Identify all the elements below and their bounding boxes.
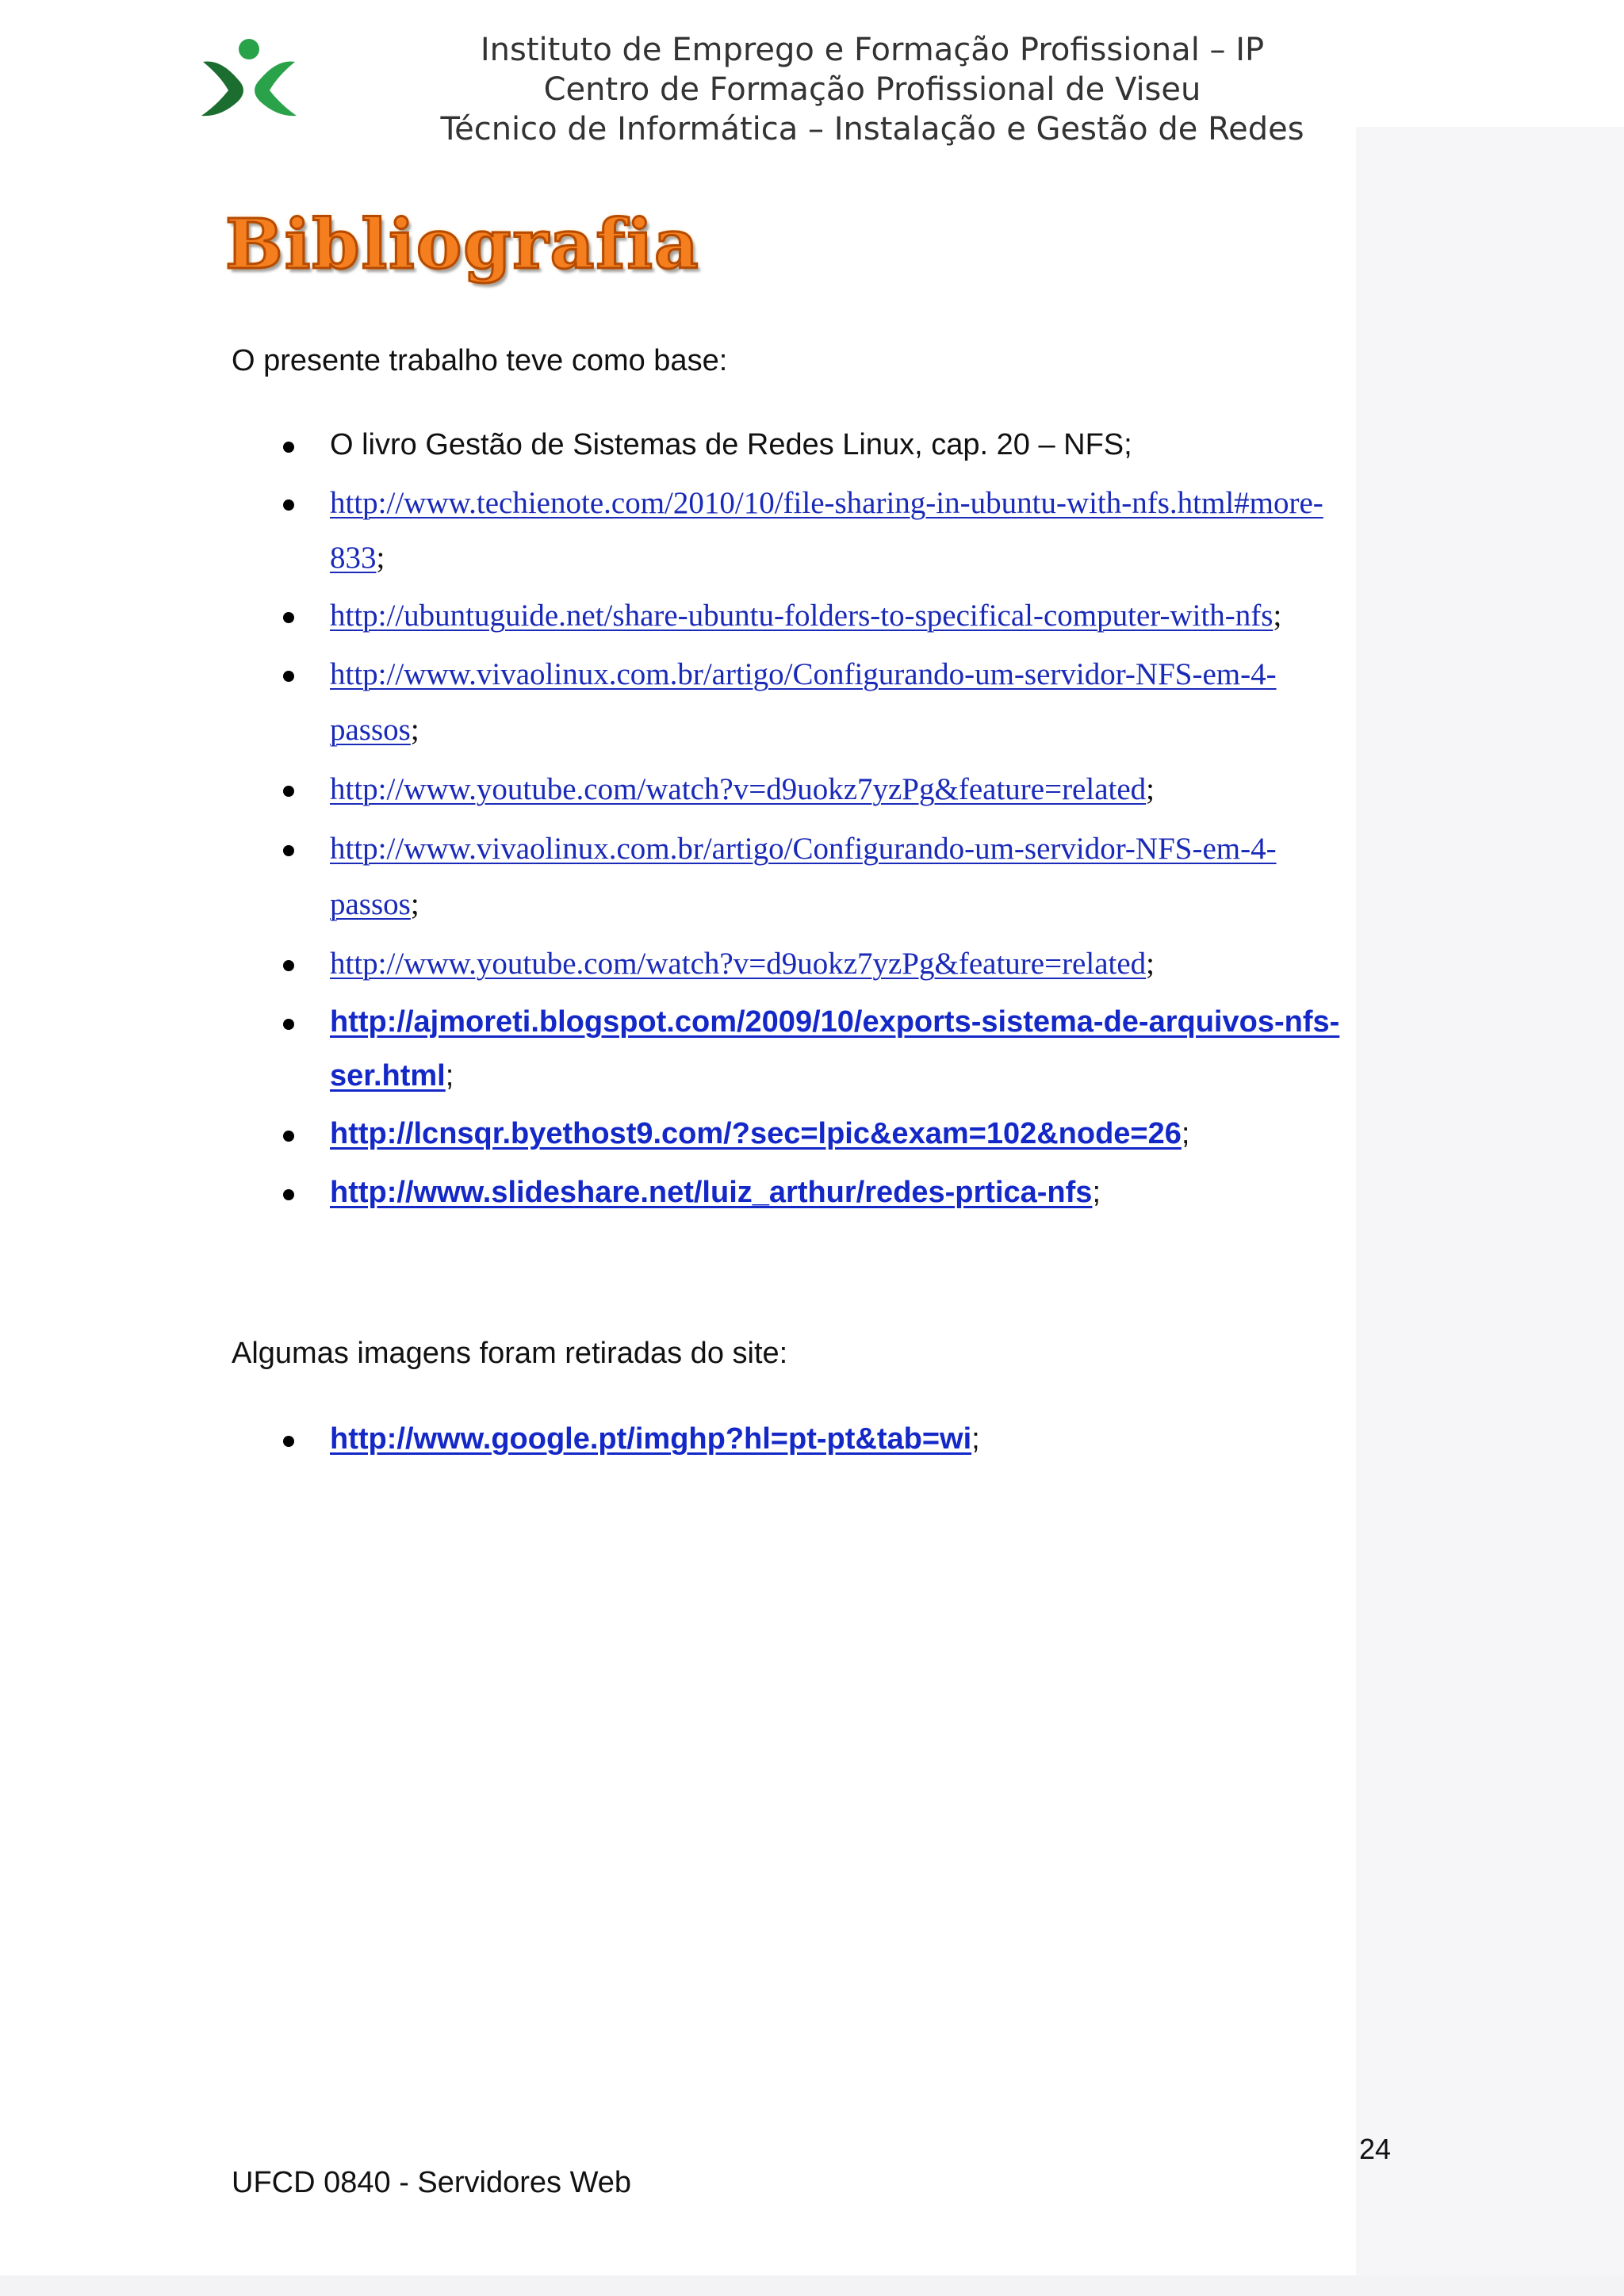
punctuation: ;: [971, 1422, 980, 1456]
page-shadow-right: [1356, 127, 1624, 2296]
list-item-link: [330, 1005, 1339, 1039]
bullet: [283, 1019, 294, 1030]
header-course: Técnico de Informática – Instalação e Gestão de Redes: [440, 111, 1304, 147]
list-item-link-cont: [330, 712, 419, 748]
bullet: [283, 442, 294, 453]
page-number: 24: [1359, 2133, 1392, 2165]
link-lcnsqr[interactable]: http://lcnsqr.byethost9.com/?sec=lpic&exam=102&node=26: [330, 1117, 1182, 1150]
link-slideshare[interactable]: http://www.slideshare.net/luiz_arthur/redes-prtica-nfs: [330, 1176, 1093, 1209]
list-item-link: [330, 1422, 980, 1456]
logo-right-arm: [255, 61, 297, 116]
list-item-link: [330, 831, 1277, 867]
punctuation: ;: [1273, 599, 1282, 633]
images-intro-text: Algumas imagens foram retiradas do site:: [232, 1337, 788, 1370]
link-techienote-cont[interactable]: 833: [330, 541, 377, 575]
link-techienote[interactable]: http://www.techienote.com/2010/10/file-sharing-in-ubuntu-with-nfs.html#more-: [330, 486, 1323, 520]
header-centre: Centro de Formação Profissional de Viseu: [543, 71, 1201, 108]
list-item-link: [330, 485, 1323, 521]
page-title: [225, 205, 700, 292]
punctuation: ;: [1146, 947, 1155, 981]
list-item-link: [330, 946, 1155, 982]
list-item-link: [330, 598, 1281, 633]
list-item-book: O livro Gestão de Sistemas de Redes Linux, cap. 20 – NFS;: [330, 428, 1132, 461]
link-ubuntuguide[interactable]: http://ubuntuguide.net/share-ubuntu-folders-to-specifical-computer-with-nfs: [330, 599, 1274, 633]
institute-logo: [197, 38, 301, 127]
logo-head: [239, 39, 259, 59]
link-ajmoreti[interactable]: http://ajmoreti.blogspot.com/2009/10/exports-sistema-de-arquivos-nfs-: [330, 1005, 1340, 1039]
list-item-link-cont: [330, 886, 419, 922]
punctuation: ;: [376, 541, 385, 575]
list-item-link: [330, 771, 1155, 807]
intro-text: O presente trabalho teve como base:: [232, 344, 728, 377]
list-item-link-cont: [330, 540, 385, 576]
link-google-images[interactable]: http://www.google.pt/imghp?hl=pt-pt&tab=wi: [330, 1422, 972, 1456]
list-item-link: [330, 1176, 1101, 1210]
bullet: [283, 671, 294, 682]
logo-left-arm: [201, 61, 243, 116]
link-youtube[interactable]: http://www.youtube.com/watch?v=d9uokz7yzPg&feature=related: [330, 772, 1147, 806]
punctuation: ;: [410, 887, 419, 921]
bullet: [283, 960, 294, 971]
page-shadow-bottom: [0, 2275, 1624, 2296]
list-item-link: [330, 656, 1277, 692]
bullet: [283, 786, 294, 797]
page-title-text: Bibliografia: [225, 205, 700, 285]
link-ajmoreti-cont[interactable]: ser.html: [330, 1059, 446, 1093]
link-youtube[interactable]: http://www.youtube.com/watch?v=d9uokz7yzPg&feature=related: [330, 947, 1147, 981]
bullet: [283, 845, 294, 856]
punctuation: ;: [1146, 772, 1155, 806]
punctuation: ;: [410, 713, 419, 747]
bullet: [283, 499, 294, 511]
list-item-link-cont: [330, 1059, 454, 1093]
punctuation: ;: [1181, 1117, 1190, 1150]
punctuation: ;: [1092, 1176, 1101, 1209]
link-vivaolinux-cont[interactable]: passos: [330, 887, 411, 921]
link-vivaolinux[interactable]: http://www.vivaolinux.com.br/artigo/Configurando-um-servidor-NFS-em-4-: [330, 832, 1277, 866]
list-item-link: [330, 1117, 1189, 1151]
link-vivaolinux[interactable]: http://www.vivaolinux.com.br/artigo/Configurando-um-servidor-NFS-em-4-: [330, 657, 1277, 691]
footer-text: UFCD 0840 - Servidores Web: [232, 2166, 632, 2199]
header-institute: Instituto de Emprego e Formação Profissional – IP: [480, 32, 1265, 68]
bullet: [283, 1436, 294, 1447]
link-vivaolinux-cont[interactable]: passos: [330, 713, 411, 747]
bullet: [283, 1189, 294, 1200]
bullet: [283, 612, 294, 623]
punctuation: ;: [445, 1059, 454, 1093]
bullet: [283, 1131, 294, 1142]
